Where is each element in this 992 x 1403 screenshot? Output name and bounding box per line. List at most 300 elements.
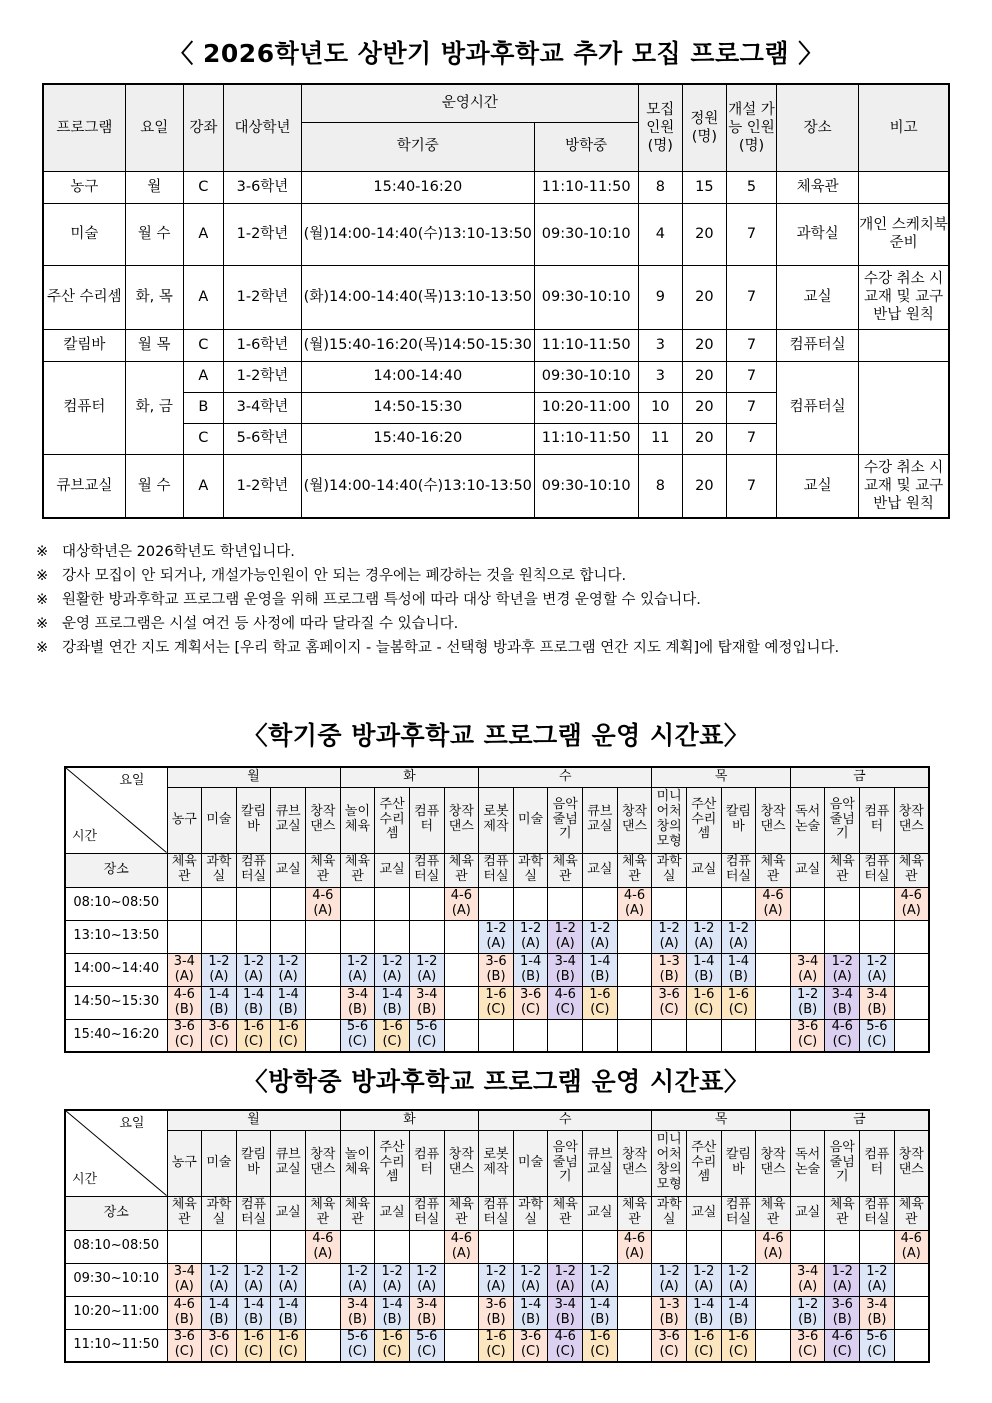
header-note: 비고	[859, 84, 949, 171]
program-cell-vacation: 09:30-10:10	[534, 454, 638, 518]
program-cell-day: 월	[125, 171, 183, 203]
schedule-cell: 1-2 (A)	[236, 1263, 271, 1296]
corner-day-label: 요일	[119, 773, 145, 788]
schedule-cell: 1-4 (B)	[686, 1296, 721, 1329]
day-header: 목	[652, 767, 791, 787]
header-semester: 학기중	[302, 122, 535, 171]
program-header: 컴퓨터	[860, 1130, 895, 1196]
program-header: 로봇제작	[479, 1130, 514, 1196]
schedule-cell: 1-4 (B)	[583, 953, 618, 986]
place-cell: 체육관	[617, 1196, 652, 1230]
program-cell-vacation: 11:10-11:50	[534, 329, 638, 361]
table-row	[43, 361, 949, 392]
time-cell: 11:10~11:50	[65, 1329, 167, 1362]
schedule-cell	[860, 887, 895, 920]
corner-cell	[65, 1110, 167, 1196]
corner-time-label: 시간	[72, 828, 98, 844]
day-header: 월	[167, 767, 340, 787]
corner-time-label: 시간	[72, 1171, 98, 1187]
schedule-cell	[167, 1230, 202, 1263]
program-cell-note: 개인 스케치북 준비	[859, 203, 949, 265]
program-cell-class: A	[183, 203, 223, 265]
schedule-cell: 4-6 (C)	[825, 1019, 860, 1052]
schedule-cell	[790, 887, 825, 920]
program-cell-day: 월 수	[125, 203, 183, 265]
schedule-cell	[236, 887, 271, 920]
schedule-cell: 3-6 (C)	[167, 1019, 202, 1052]
schedule-cell	[306, 1019, 341, 1052]
place-label: 장소	[65, 1196, 167, 1230]
program-header: 창작댄스	[756, 787, 791, 853]
schedule-cell: 1-4 (B)	[375, 1296, 410, 1329]
schedule-cell: 3-6 (C)	[790, 1329, 825, 1362]
semester-schedule-title: 〈학기중 방과후학교 프로그램 운영 시간표〉	[242, 721, 750, 750]
day-header: 수	[479, 1110, 652, 1130]
schedule-cell	[271, 1230, 306, 1263]
schedule-cell: 4-6 (B)	[167, 986, 202, 1019]
table-row	[43, 265, 949, 329]
program-cell-grade: 1-2학년	[223, 454, 301, 518]
schedule-cell	[271, 920, 306, 953]
place-cell: 체육관	[756, 1196, 791, 1230]
program-cell-place: 컴퓨터실	[777, 329, 859, 361]
place-cell: 컴퓨터실	[236, 1196, 271, 1230]
schedule-cell	[790, 920, 825, 953]
program-cell-day: 월 목	[125, 329, 183, 361]
time-row	[65, 920, 929, 953]
program-header: 큐브교실	[271, 1130, 306, 1196]
note-text: 강사 모집이 안 되거나, 개설가능인원이 안 되는 경우에는 폐강하는 것을 원칙으로 합니다.	[62, 568, 627, 584]
place-cell: 체육관	[340, 853, 375, 887]
schedule-cell	[340, 1230, 375, 1263]
notes	[36, 540, 961, 660]
place-cell: 교실	[790, 853, 825, 887]
schedule-cell	[756, 953, 791, 986]
program-cell-grade: 1-2학년	[223, 265, 301, 329]
schedule-cell: 1-6 (C)	[479, 1329, 514, 1362]
schedule-cell: 1-4 (B)	[721, 953, 756, 986]
schedule-cell: 1-4 (B)	[236, 1296, 271, 1329]
schedule-cell: 3-4 (B)	[340, 1296, 375, 1329]
schedule-cell: 3-4 (B)	[860, 986, 895, 1019]
header-vacation: 방학중	[534, 122, 638, 171]
schedule-cell	[306, 953, 341, 986]
schedule-cell	[652, 1230, 687, 1263]
schedule-cell: 1-2 (A)	[202, 953, 237, 986]
schedule-cell: 4-6 (A)	[894, 1230, 929, 1263]
schedule-cell: 1-6 (C)	[271, 1329, 306, 1362]
day-header: 목	[652, 1110, 791, 1130]
program-header: 큐브교실	[271, 787, 306, 853]
place-cell: 교실	[271, 853, 306, 887]
program-header: 창작댄스	[617, 787, 652, 853]
program-cell-program: 칼림바	[43, 329, 125, 361]
program-cell-recruit: 8	[638, 454, 682, 518]
place-cell: 체육관	[756, 853, 791, 887]
schedule-cell	[513, 1019, 548, 1052]
program-cell-min: 7	[726, 329, 776, 361]
schedule-cell: 1-2 (A)	[825, 1263, 860, 1296]
program-header: 칼림바	[721, 1130, 756, 1196]
program-header: 미술	[513, 1130, 548, 1196]
time-cell: 09:30~10:10	[65, 1263, 167, 1296]
schedule-cell	[444, 1263, 479, 1296]
schedule-cell	[340, 887, 375, 920]
program-header: 창작댄스	[306, 787, 341, 853]
place-cell: 체육관	[548, 1196, 583, 1230]
time-cell: 10:20~11:00	[65, 1296, 167, 1329]
schedule-cell: 1-6 (C)	[236, 1019, 271, 1052]
program-cell-recruit: 9	[638, 265, 682, 329]
schedule-cell	[617, 1019, 652, 1052]
time-row	[65, 1230, 929, 1263]
schedule-cell: 4-6 (A)	[617, 1230, 652, 1263]
schedule-cell: 3-6 (C)	[790, 1019, 825, 1052]
schedule-cell: 1-6 (C)	[721, 1329, 756, 1362]
program-cell-semester: 14:50-15:30	[302, 392, 535, 423]
program-cell-vacation: 09:30-10:10	[534, 361, 638, 392]
schedule-cell	[617, 1296, 652, 1329]
schedule-cell: 1-4 (B)	[513, 953, 548, 986]
schedule-cell	[721, 1230, 756, 1263]
schedule-cell: 1-2 (A)	[513, 1263, 548, 1296]
schedule-cell: 1-2 (A)	[202, 1263, 237, 1296]
table-row	[43, 329, 949, 361]
schedule-cell	[894, 1296, 929, 1329]
place-cell: 과학실	[513, 1196, 548, 1230]
place-cell: 교실	[583, 1196, 618, 1230]
schedule-cell: 1-2 (B)	[790, 986, 825, 1019]
schedule-cell	[444, 986, 479, 1019]
schedule-cell: 1-6 (C)	[271, 1019, 306, 1052]
header-op-time: 운영시간	[302, 84, 639, 122]
table-row	[43, 203, 949, 265]
table-row	[43, 171, 949, 203]
schedule-cell	[894, 986, 929, 1019]
program-cell-min: 7	[726, 265, 776, 329]
schedule-cell: 1-2 (A)	[479, 1263, 514, 1296]
schedule-cell: 1-2 (A)	[479, 920, 514, 953]
schedule-cell	[686, 1019, 721, 1052]
schedule-cell	[825, 1230, 860, 1263]
schedule-cell: 1-2 (A)	[860, 953, 895, 986]
schedule-cell: 4-6 (A)	[306, 887, 341, 920]
schedule-cell	[444, 920, 479, 953]
schedule-cell	[306, 1296, 341, 1329]
place-cell: 체육관	[894, 1196, 929, 1230]
schedule-cell: 5-6 (C)	[860, 1329, 895, 1362]
program-cell-recruit: 10	[638, 392, 682, 423]
note-text: 운영 프로그램은 시설 여건 등 사정에 따라 달라질 수 있습니다.	[62, 616, 459, 632]
place-cell: 컴퓨터실	[409, 853, 444, 887]
schedule-cell: 4-6 (C)	[548, 1329, 583, 1362]
schedule-cell: 3-4 (B)	[860, 1296, 895, 1329]
time-cell: 13:10~13:50	[65, 920, 167, 953]
schedule-cell: 4-6 (A)	[756, 887, 791, 920]
place-cell: 컴퓨터실	[860, 1196, 895, 1230]
corner-day-label: 요일	[119, 1116, 145, 1131]
program-cell-program: 컴퓨터	[43, 361, 125, 454]
schedule-cell: 4-6 (A)	[306, 1230, 341, 1263]
program-cell-program: 농구	[43, 171, 125, 203]
note-mark: ※	[36, 640, 49, 656]
program-cell-semester: (월)14:00-14:40(수)13:10-13:50	[302, 203, 535, 265]
program-header: 주산수리셈	[686, 787, 721, 853]
place-cell: 교실	[583, 853, 618, 887]
header-min: 개설 가능 인원 (명)	[726, 84, 776, 171]
schedule-cell: 3-4 (A)	[790, 1263, 825, 1296]
program-header-row	[65, 1130, 929, 1196]
program-header: 컴퓨터	[860, 787, 895, 853]
schedule-cell: 4-6 (A)	[894, 887, 929, 920]
day-header: 금	[790, 1110, 929, 1130]
program-header: 칼림바	[236, 787, 271, 853]
note-item	[36, 612, 961, 636]
note-text: 대상학년은 2026학년도 학년입니다.	[62, 544, 295, 560]
program-header: 창작댄스	[756, 1130, 791, 1196]
schedule-cell: 1-6 (C)	[375, 1329, 410, 1362]
schedule-cell: 1-2 (A)	[548, 920, 583, 953]
schedule-cell: 1-2 (A)	[340, 1263, 375, 1296]
schedule-cell: 4-6 (C)	[825, 1329, 860, 1362]
schedule-cell: 3-4 (A)	[167, 1263, 202, 1296]
program-cell-place: 교실	[777, 265, 859, 329]
program-cell-recruit: 3	[638, 361, 682, 392]
schedule-cell	[479, 1019, 514, 1052]
place-cell: 체육관	[548, 853, 583, 887]
schedule-cell	[894, 920, 929, 953]
program-cell-class: A	[183, 265, 223, 329]
program-cell-note: 수강 취소 시 교재 및 교구 반납 원칙	[859, 454, 949, 518]
schedule-cell: 1-4 (B)	[202, 1296, 237, 1329]
schedule-cell	[409, 1230, 444, 1263]
schedule-cell: 1-2 (A)	[548, 1263, 583, 1296]
program-cell-capacity: 20	[682, 454, 726, 518]
program-cell-grade: 5-6학년	[223, 423, 301, 454]
schedule-cell: 5-6 (C)	[860, 1019, 895, 1052]
program-header: 창작댄스	[617, 1130, 652, 1196]
note-item	[36, 540, 961, 564]
time-row	[65, 1296, 929, 1329]
program-header: 창작댄스	[306, 1130, 341, 1196]
program-cell-vacation: 10:20-11:00	[534, 392, 638, 423]
schedule-cell: 1-2 (A)	[375, 953, 410, 986]
vacation-schedule-title: 〈방학중 방과후학교 프로그램 운영 시간표〉	[242, 1067, 750, 1096]
time-row	[65, 1019, 929, 1052]
program-header: 독서논술	[790, 787, 825, 853]
time-row	[65, 887, 929, 920]
program-cell-min: 7	[726, 423, 776, 454]
time-cell: 08:10~08:50	[65, 1230, 167, 1263]
program-header: 농구	[167, 787, 202, 853]
place-cell: 과학실	[202, 853, 237, 887]
place-cell: 컴퓨터실	[721, 853, 756, 887]
place-cell: 체육관	[306, 1196, 341, 1230]
place-cell: 컴퓨터실	[479, 1196, 514, 1230]
header-grade: 대상학년	[223, 84, 301, 171]
program-cell-class: C	[183, 423, 223, 454]
schedule-cell: 1-2 (A)	[652, 920, 687, 953]
schedule-cell	[894, 1329, 929, 1362]
schedule-cell: 1-4 (B)	[202, 986, 237, 1019]
vacation-schedule-table	[64, 1109, 930, 1363]
schedule-cell: 1-2 (A)	[375, 1263, 410, 1296]
program-cell-grade: 3-6학년	[223, 171, 301, 203]
program-header: 음악줄넘기	[548, 1130, 583, 1196]
place-row	[65, 853, 929, 887]
program-cell-min: 7	[726, 203, 776, 265]
program-header: 로봇제작	[479, 787, 514, 853]
schedule-cell	[236, 920, 271, 953]
time-row	[65, 986, 929, 1019]
schedule-cell	[409, 920, 444, 953]
place-cell: 컴퓨터실	[860, 853, 895, 887]
schedule-cell	[513, 887, 548, 920]
place-cell: 체육관	[167, 1196, 202, 1230]
schedule-cell: 3-4 (B)	[825, 986, 860, 1019]
program-header: 미니어처창의모형	[652, 1130, 687, 1196]
schedule-cell	[756, 1329, 791, 1362]
program-cell-capacity: 15	[682, 171, 726, 203]
program-header: 큐브교실	[583, 787, 618, 853]
schedule-cell: 1-2 (A)	[236, 953, 271, 986]
schedule-cell	[340, 920, 375, 953]
program-cell-min: 7	[726, 392, 776, 423]
program-header: 창작댄스	[894, 1130, 929, 1196]
program-cell-class: A	[183, 454, 223, 518]
schedule-cell	[513, 1230, 548, 1263]
schedule-cell	[721, 887, 756, 920]
program-table	[42, 83, 950, 519]
place-cell: 컴퓨터실	[409, 1196, 444, 1230]
note-mark: ※	[36, 616, 49, 632]
schedule-cell	[617, 1263, 652, 1296]
program-cell-grade: 1-2학년	[223, 361, 301, 392]
schedule-cell: 1-4 (B)	[271, 986, 306, 1019]
day-header: 화	[340, 767, 479, 787]
schedule-cell	[756, 920, 791, 953]
schedule-cell	[790, 1230, 825, 1263]
time-row	[65, 1263, 929, 1296]
schedule-cell: 4-6 (A)	[756, 1230, 791, 1263]
schedule-cell	[617, 953, 652, 986]
schedule-cell: 3-4 (A)	[790, 953, 825, 986]
schedule-cell	[375, 887, 410, 920]
program-header: 음악줄넘기	[825, 787, 860, 853]
header-recruit: 모집 인원 (명)	[638, 84, 682, 171]
program-header: 창작댄스	[444, 787, 479, 853]
program-header: 컴퓨터	[409, 1130, 444, 1196]
schedule-cell: 1-2 (A)	[652, 1263, 687, 1296]
schedule-cell	[167, 887, 202, 920]
time-cell: 08:10~08:50	[65, 887, 167, 920]
schedule-cell: 1-2 (A)	[513, 920, 548, 953]
schedule-cell: 1-6 (C)	[686, 1329, 721, 1362]
place-cell: 체육관	[444, 1196, 479, 1230]
place-cell: 체육관	[306, 853, 341, 887]
schedule-cell	[444, 953, 479, 986]
schedule-cell: 1-4 (B)	[513, 1296, 548, 1329]
schedule-cell	[479, 1230, 514, 1263]
program-cell-min: 7	[726, 361, 776, 392]
program-header: 놀이체육	[340, 787, 375, 853]
schedule-cell	[306, 1329, 341, 1362]
schedule-cell: 3-6 (C)	[513, 1329, 548, 1362]
day-header-row	[65, 1110, 929, 1130]
program-cell-min: 5	[726, 171, 776, 203]
program-cell-program: 주산 수리셈	[43, 265, 125, 329]
schedule-cell	[756, 1263, 791, 1296]
schedule-cell: 1-2 (A)	[271, 953, 306, 986]
schedule-cell	[306, 1263, 341, 1296]
program-cell-note	[859, 171, 949, 203]
schedule-cell	[548, 887, 583, 920]
note-item	[36, 636, 961, 660]
program-cell-capacity: 20	[682, 203, 726, 265]
page-title: 〈 2026학년도 상반기 방과후학교 추가 모집 프로그램 〉	[168, 39, 824, 68]
schedule-cell	[548, 1019, 583, 1052]
schedule-cell	[825, 887, 860, 920]
program-header: 주산수리셈	[375, 1130, 410, 1196]
program-cell-day: 화, 목	[125, 265, 183, 329]
program-cell-grade: 1-6학년	[223, 329, 301, 361]
place-cell: 컴퓨터실	[479, 853, 514, 887]
program-cell-class: C	[183, 171, 223, 203]
schedule-cell	[756, 1019, 791, 1052]
program-header: 음악줄넘기	[548, 787, 583, 853]
time-cell: 15:40~16:20	[65, 1019, 167, 1052]
day-header: 화	[340, 1110, 479, 1130]
program-cell-note	[859, 361, 949, 454]
schedule-cell	[825, 920, 860, 953]
program-cell-semester: (월)14:00-14:40(수)13:10-13:50	[302, 454, 535, 518]
schedule-cell	[271, 887, 306, 920]
schedule-cell	[202, 920, 237, 953]
schedule-cell: 1-6 (C)	[236, 1329, 271, 1362]
schedule-cell: 4-6 (A)	[444, 887, 479, 920]
schedule-cell: 1-6 (C)	[375, 1019, 410, 1052]
program-header: 주산수리셈	[375, 787, 410, 853]
schedule-cell	[756, 1296, 791, 1329]
schedule-cell	[894, 953, 929, 986]
time-row	[65, 1329, 929, 1362]
schedule-cell: 1-4 (B)	[721, 1296, 756, 1329]
schedule-cell: 1-2 (A)	[409, 953, 444, 986]
schedule-cell: 3-6 (C)	[167, 1329, 202, 1362]
schedule-cell	[652, 887, 687, 920]
note-text: 원활한 방과후학교 프로그램 운영을 위해 프로그램 특성에 따라 대상 학년을 변경 운영할 수 있습니다.	[62, 592, 701, 608]
place-cell: 체육관	[825, 1196, 860, 1230]
schedule-cell	[548, 1230, 583, 1263]
schedule-cell: 1-2 (A)	[583, 920, 618, 953]
program-cell-place: 교실	[777, 454, 859, 518]
day-header: 수	[479, 767, 652, 787]
place-cell: 체육관	[617, 853, 652, 887]
program-cell-recruit: 11	[638, 423, 682, 454]
schedule-cell: 5-6 (C)	[409, 1329, 444, 1362]
schedule-cell	[617, 986, 652, 1019]
schedule-cell	[202, 887, 237, 920]
schedule-cell	[479, 887, 514, 920]
program-cell-place: 컴퓨터실	[777, 361, 859, 454]
place-cell: 교실	[375, 853, 410, 887]
program-header: 칼림바	[721, 787, 756, 853]
schedule-cell: 1-4 (B)	[236, 986, 271, 1019]
schedule-cell: 1-2 (A)	[721, 920, 756, 953]
schedule-cell: 1-2 (A)	[340, 953, 375, 986]
note-text: 강좌별 연간 지도 계획서는 [우리 학교 홈페이지 - 늘봄학교 - 선택형 방과후 프로그램 연간 지도 계획]에 탑재할 예정입니다.	[62, 640, 840, 656]
time-row	[65, 953, 929, 986]
